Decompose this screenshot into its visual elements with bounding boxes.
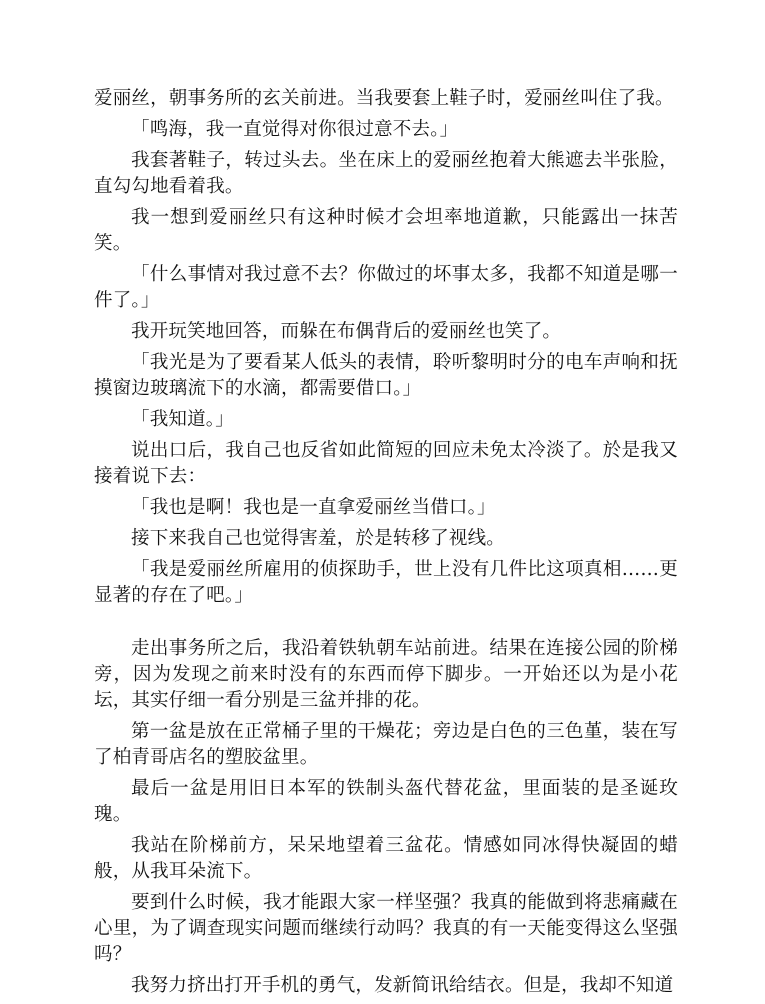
paragraph: 「我也是啊！我也是一直拿爱丽丝当借口。」	[131, 497, 496, 518]
paragraph: 要到什么时候，我才能跟大家一样坚强？我真的能做到将悲痛藏在心里，为了调查现实问题而继续行动吗？我真的有一天能变得这么坚强吗？	[94, 892, 678, 965]
paragraph: 我站在阶梯前方，呆呆地望着三盆花。情感如同冰得快凝固的蜡般，从我耳朵流下。	[94, 835, 678, 882]
paragraph: 「我是爱丽丝所雇用的侦探助手，世上没有几件比这项真相……更显著的存在了吧。」	[94, 559, 678, 606]
paragraph: 我努力挤出打开手机的勇气，发新简讯给结衣。但是，我却不知道	[131, 975, 674, 996]
paragraph: 走出事务所之后，我沿着铁轨朝车站前进。结果在连接公园的阶梯旁，因为发现之前来时没有的东西而停下脚步。一开始还以为是小花坛，其实仔细一看分别是三盆并排的花。	[94, 638, 678, 711]
paragraph: 我开玩笑地回答，而躲在布偶背后的爱丽丝也笑了。	[131, 321, 562, 342]
section-break	[94, 614, 678, 636]
paragraph: 「鸣海，我一直觉得对你很过意不去。」	[131, 119, 459, 140]
paragraph: 说出口后，我自己也反省如此简短的回应未免太冷淡了。於是我又接着说下去：	[94, 440, 678, 487]
paragraph: 我一想到爱丽丝只有这种时候才会坦率地道歉，只能露出一抹苦笑。	[94, 207, 678, 254]
document-page	[94, 86, 678, 1004]
paragraph: 「什么事情对我过意不去？你做过的坏事太多，我都不知道是哪一件了。」	[94, 264, 678, 311]
paragraph: 最后一盆是用旧日本军的铁制头盔代替花盆，里面装的是圣诞玫瑰。	[94, 778, 678, 825]
paragraph: 我套著鞋子，转过头去。坐在床上的爱丽丝抱着大熊遮去半张脸，直勾勾地看着我。	[94, 150, 678, 197]
paragraph: 爱丽丝，朝事务所的玄关前进。当我要套上鞋子时，爱丽丝叫住了我。	[94, 88, 674, 109]
paragraph: 接下来我自己也觉得害羞，於是转移了视线。	[131, 528, 506, 549]
paragraph: 「我知道。」	[131, 409, 234, 430]
paragraph: 「我光是为了要看某人低头的表情，聆听黎明时分的电车声响和抚摸窗边玻璃流下的水滴，都需要借口。」	[94, 352, 678, 399]
paragraph: 第一盆是放在正常桶子里的干燥花；旁边是白色的三色堇，装在写了柏青哥店名的塑胶盆里。	[94, 721, 678, 768]
